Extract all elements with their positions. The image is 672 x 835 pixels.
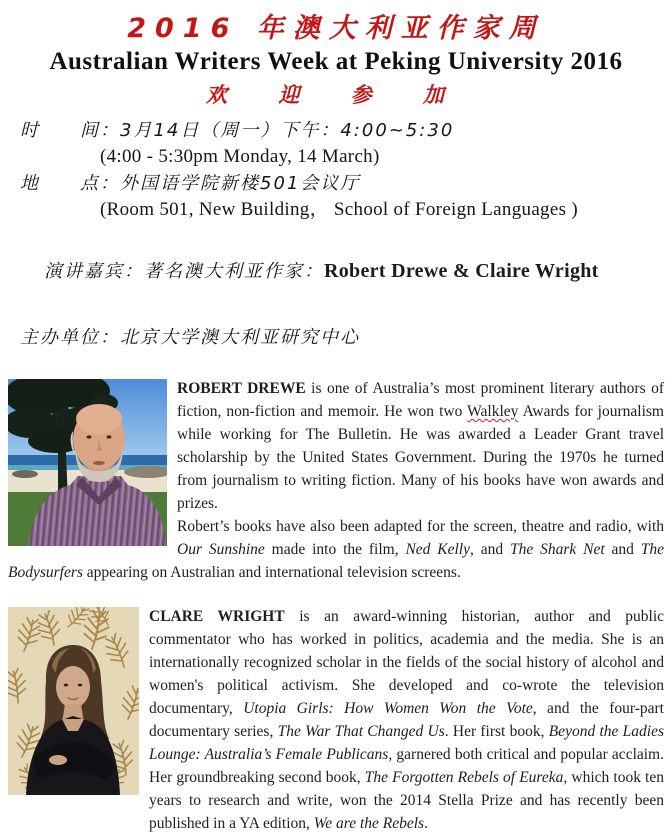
- title-english: Australian Writers Week at Peking University 2016: [49, 48, 623, 75]
- face: [56, 666, 90, 708]
- robert-drewe-photo: [8, 379, 167, 546]
- bald-crown: [76, 404, 122, 434]
- time-line-english: (4:00 - 5:30pm Monday, 14 March): [100, 146, 380, 167]
- eye-left: [64, 684, 68, 687]
- eye-right: [78, 684, 82, 687]
- flyer-page: [0, 6, 672, 832]
- eye-right: [107, 435, 112, 438]
- venue-line-chinese: 地 点：外国语学院新楼501会议厅: [20, 173, 361, 194]
- title-chinese: 2016 年澳大利亚作家周: [127, 13, 545, 44]
- time-line-chinese: 时 间：3月14日（周一）下午：4:00~5:30: [20, 120, 455, 141]
- mouth: [93, 461, 105, 465]
- speaker-names: Robert Drewe & Claire Wright: [324, 260, 599, 282]
- speakers-line: [20, 225, 672, 319]
- clare-wright-photo: [8, 607, 139, 795]
- clare-wright-bio-text: CLARE WRIGHT is an award-winning historian, author and public commentator who has worked in politics, academia and the media. She is an internationally recognized scholar in the fields of the social history of alcohol and women's political activism. She developed and co-wrote the television documentary, Utopia Girls: How Women Won the Vote, and the four-part documentary series, The War That Changed Us. Her first book, Beyond the Ladies Lounge: Australia’s Female Publicans, garnered both critical and popular acclaim. Her groundbreaking second book, The Forgotten Rebels of Eureka, which took ten years to research and write, won the 2014 Stella Prize and has recently been published in a YA edition, We are the Rebels.: [149, 608, 665, 832]
- venue-line-english: (Room 501, New Building， School of Foreign Languages ): [100, 199, 578, 220]
- event-details: [20, 117, 672, 353]
- robert-drewe-bio-text: ROBERT DREWE is one of Australia’s most prominent literary authors of fiction, non-fiction and memoir. He won two Walkley Awards for journalism while working for The Bulletin. He was awarded a Leader Grant travel scholarship by the United States Government. During the 1970s he turned from journalism to writing fiction. Many of his books have won awards and prizes. Robert’s books have also been adapted for the screen, theatre and radio, with Our Sunshine made into the film, Ned Kelly, and The Shark Net and The Bodysurfers appearing on Australian and international television screens.: [8, 380, 664, 581]
- beach-portrait-illustration: [8, 379, 167, 546]
- host-line-chinese: 主办单位：北京大学澳大利亚研究中心: [20, 327, 360, 348]
- clare-wright-section: [8, 605, 664, 835]
- welcome-line-chinese: 欢 迎 参 加: [206, 83, 466, 107]
- beach-figures: [12, 470, 38, 478]
- hand: [49, 755, 67, 765]
- speakers-label-chinese: 演讲嘉宾：著名澳大利亚作家：: [44, 261, 324, 282]
- robert-drewe-section: [8, 377, 664, 584]
- eye-left: [87, 435, 92, 438]
- studio-portrait-illustration: [8, 607, 139, 795]
